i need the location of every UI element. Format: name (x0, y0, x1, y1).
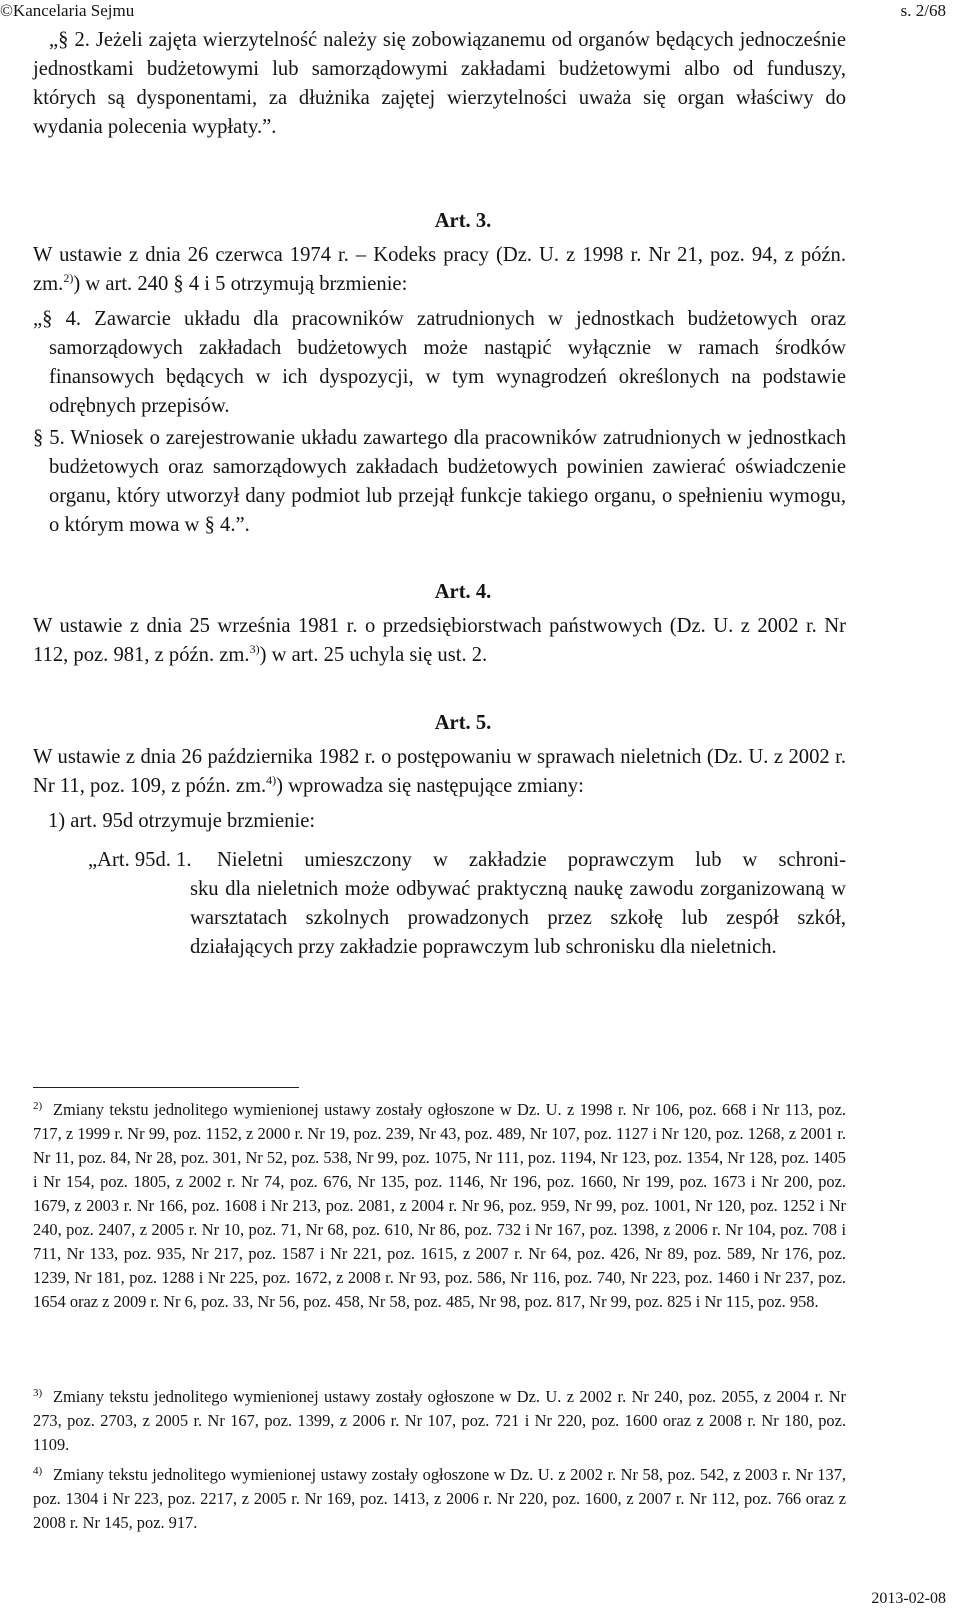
header-copyright: ©Kancelaria Sejmu (0, 1, 135, 20)
footnote-3 (33, 1385, 866, 1457)
document-date: 2013-02-08 (871, 1590, 946, 1607)
art-4-heading: Art. 4. (434, 581, 492, 603)
art-5-text (33, 743, 846, 801)
art-5-text-tail: ) wprowadza się następujące zmiany: (276, 775, 584, 797)
footnote-4 (33, 1463, 866, 1535)
art-4-text (33, 612, 846, 670)
footnote-ref-2[interactable]: 2) (63, 271, 74, 286)
footnote-separator (33, 1087, 299, 1088)
art-3-intro (33, 241, 846, 299)
footnote-ref-4[interactable]: 4) (266, 773, 277, 788)
art-3-intro-tail: ) w art. 240 § 4 i 5 otrzymują brzmienie: (73, 273, 408, 295)
footnote-2-text: Zmiany tekstu jednolitego wymienionej ustawy zostały ogłoszone w Dz. U. z 1998 r. Nr 106, poz. 668 i Nr 113, poz. 717, z 1999 r. Nr 99, poz. 1152, z 2000 r. Nr 19, poz. 239, Nr 43, poz. 489, Nr 107, poz. 1127 i Nr 120, poz. 1268, z 2001 r. Nr 11, poz. 84, Nr 28, poz. 301, Nr 52, poz. 538, Nr 99, poz. 1075, Nr 111, poz. 1194, Nr 123, poz. 1354, Nr 128, poz. 1405 i Nr 154, poz. 1805, z 2002 r. Nr 74, poz. 676, Nr 135, poz. 1146, Nr 196, poz. 1660, Nr 199, poz. 1673 i Nr 200, poz. 1679, z 2003 r. Nr 166, poz. 1608 i Nr 213, poz. 2081, z 2004 r. Nr 96, poz. 959, Nr 99, poz. 1001, Nr 120, poz. 1252 i Nr 240, poz. 2407, z 2005 r. Nr 10, poz. 71, Nr 68, poz. 610, Nr 86, poz. 732 i Nr 167, poz. 1398, z 2006 r. Nr 104, poz. 708 i 711, Nr 133, poz. 935, Nr 217, poz. 1587 i Nr 221, poz. 1615, z 2007 r. Nr 64, poz. 426, Nr 89, poz. 589, Nr 176, poz. 1239, Nr 181, poz. 1288 i Nr 225, poz. 1672, z 2008 r. Nr 93, poz. 586, Nr 116, poz. 740, Nr 223, poz. 1460 i Nr 237, poz. 1654 oraz z 2009 r. Nr 6, poz. 33, Nr 56, poz. 458, Nr 58, poz. 485, Nr 98, poz. 817, Nr 99, poz. 825 i Nr 115, poz. 958. (33, 1100, 846, 1311)
page-header (0, 0, 960, 22)
footnote-4-mark: 4) (33, 1465, 43, 1477)
art-95d-text: sku dla nieletnich może odbywać praktyczną naukę zawodu zorganizowaną w warsztatach szkolnych prowadzonych przez szkołę lub zespół szkół, działających przy zakładzie poprawczym lub schronisku dla nieletnich. (190, 878, 846, 958)
footnote-4-text: Zmiany tekstu jednolitego wymienionej ustawy zostały ogłoszone w Dz. U. z 2002 r. Nr 58, poz. 542, z 2003 r. Nr 137, poz. 1304 i Nr 223, poz. 2217, z 2005 r. Nr 169, poz. 1413, z 2006 r. Nr 220, poz. 1600, z 2007 r. Nr 112, poz. 766 oraz z 2008 r. Nr 145, poz. 917. (33, 1465, 846, 1532)
art-3-paragraph-5: § 5. Wniosek o zarejestrowanie układu zawartego dla pracowników zatrudnionych w jednostkach budżetowych oraz samorządowych zakładach budżetowych powinien zawierać oświadczenie organu, który utworzył dany podmiot lub przejął funkcje takiego organu, o spełnieniu wymogu, o którym mowa w § 4.”. (33, 427, 846, 536)
art-5-text-body: W ustawie z dnia 26 października 1982 r. o postępowaniu w sprawach nieletnich (Dz. U. z 2002 r. Nr 11, poz. 109, z późn. zm. (33, 746, 846, 797)
page-number: s. 2/68 (900, 1, 946, 20)
footnote-2 (33, 1098, 866, 1314)
footnote-3-text: Zmiany tekstu jednolitego wymienionej ustawy zostały ogłoszone w Dz. U. z 2002 r. Nr 240, poz. 2055, z 2004 r. Nr 273, poz. 2703, z 2005 r. Nr 167, poz. 1399, z 2006 r. Nr 107, poz. 721 i Nr 220, poz. 1600 oraz z 2008 r. Nr 180, poz. 1109. (33, 1387, 846, 1454)
footnote-3-mark: 3) (33, 1387, 43, 1399)
footnote-ref-3[interactable]: 3) (249, 642, 260, 657)
art-95d-label: „Art. 95d. 1. (88, 849, 192, 871)
art-4-text-tail: ) w art. 25 uchyla się ust. 2. (259, 644, 488, 666)
art-5-heading: Art. 5. (434, 712, 492, 734)
art-3-paragraph-4: „§ 4. Zawarcie układu dla pracowników zatrudnionych w jednostkach budżetowych oraz samorządowych zakładach budżetowych może nastąpić wyłącznie w ramach środków finansowych będących w ich dyspozycji, w tym wynagrodzeń określonych na podstawie odrębnych przepisów. (33, 308, 846, 417)
footnote-2-mark: 2) (33, 1100, 43, 1112)
art-3-intro-text: W ustawie z dnia 26 czerwca 1974 r. – Kodeks pracy (Dz. U. z 1998 r. Nr 21, poz. 94, z późn. zm. (33, 244, 846, 295)
art-4-text-body: W ustawie z dnia 25 września 1981 r. o przedsiębiorstwach państwowych (Dz. U. z 2002 r. Nr 112, poz. 981, z późn. zm. (33, 615, 846, 666)
art-95d-first-line: Nieletni umieszczony w zakładzie poprawczym lub w schroni- (217, 849, 846, 871)
paragraph-2: „§ 2. Jeżeli zajęta wierzytelność należy się zobowiązanemu od organów będących jednocześnie jednostkami budżetowymi lub samorządowymi zakładami budżetowymi albo od funduszy, których są dysponentami, za dłużnika zajętej wierzytelności uważa się organ właściwy do wydania polecenia wypłaty.”. (33, 29, 846, 138)
art-5-item-1: 1) art. 95d otrzymuje brzmienie: (48, 810, 316, 832)
art-3-heading: Art. 3. (434, 210, 492, 232)
